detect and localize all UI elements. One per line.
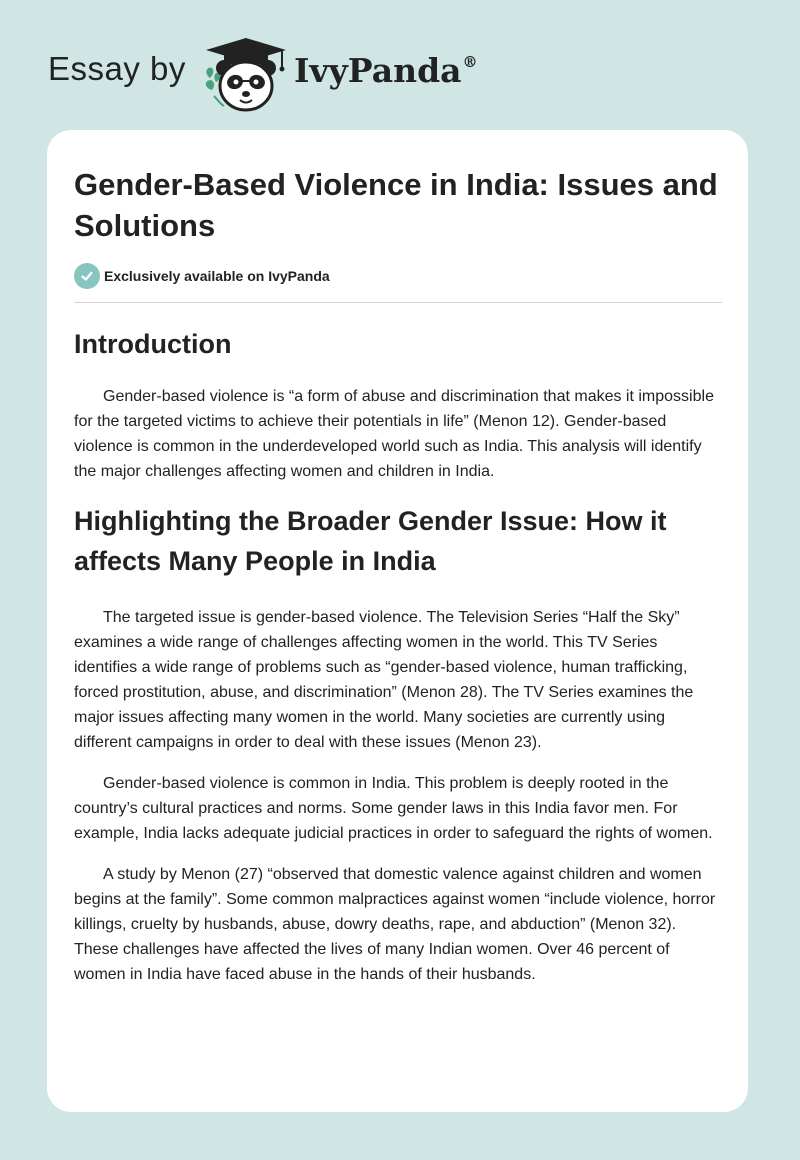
- exclusive-badge-text: Exclusively available on IvyPanda: [104, 268, 330, 284]
- divider: [74, 302, 722, 303]
- brand-prefix: Essay by: [48, 50, 186, 87]
- checkmark-icon: [74, 263, 100, 289]
- paragraph: Gender-based violence is “a form of abuse and discrimination that makes it impossible for the targeted victims to achieve their potentials in life” (Menon 12). Gender-based violence is common in the underdeveloped world such as India. This analysis will identify the major challenges affecting women and children in India.: [74, 388, 714, 480]
- brand-logo[interactable]: [48, 30, 478, 114]
- paragraph: The targeted issue is gender-based violence. The Television Series “Half the Sky” examines a wide range of challenges affecting women in the world. This TV Series identifies a wide range of problems such as “gender-based violence, human trafficking, forced prostitution, abuse, and discrimination” (Menon 28). The TV Series examines the major issues affecting many women in the world. Many societies are currently using different campaigns in order to deal with these issues (Menon 23).: [74, 609, 694, 751]
- essay-title: Gender-Based Violence in India: Issues and Solutions: [74, 167, 718, 243]
- section-heading-introduction: Introduction: [74, 329, 232, 359]
- section-heading-broader-gender-issue: Highlighting the Broader Gender Issue: How it affects Many People in India: [74, 506, 667, 576]
- brand-name: IvyPanda®: [294, 51, 478, 90]
- essay-card: [47, 130, 748, 1112]
- exclusive-badge: [74, 262, 721, 290]
- registered-mark: ®: [462, 53, 478, 71]
- paragraph: Gender-based violence is common in India. This problem is deeply rooted in the country’s cultural practices and norms. Some gender laws in this India favor men. For example, India lacks adequate judicial practices in order to safeguard the rights of women.: [74, 775, 713, 842]
- paragraph: A study by Menon (27) “observed that domestic valence against children and women begins at the family”. Some common malpractices against women “include violence, horror killings, cruelty by husbands, abuse, dowry deaths, rape, and abduction” (Menon 32). These challenges have affected the lives of many Indian women. Over 46 percent of women in India have faced abuse in the hands of their husbands.: [74, 866, 716, 983]
- panda-mascot-icon: [202, 34, 290, 114]
